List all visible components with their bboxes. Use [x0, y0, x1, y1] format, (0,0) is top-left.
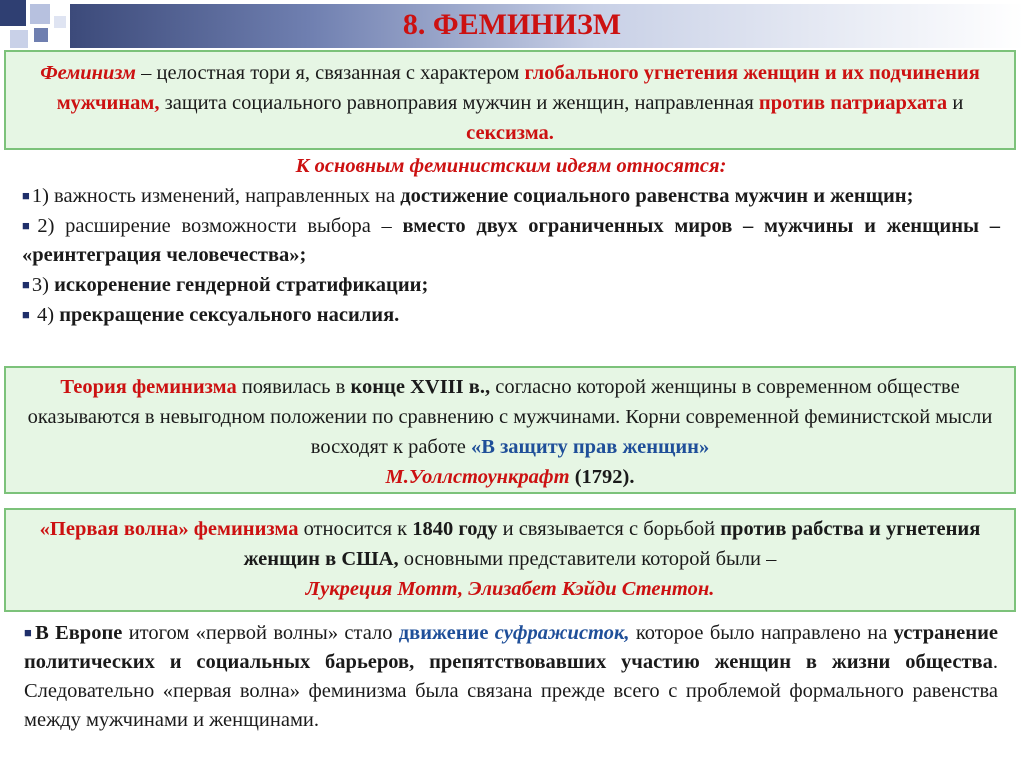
bullet-icon: ■ [22, 218, 36, 233]
definition-term: Феминизм [40, 62, 136, 84]
book-title: «В защиту прав женщин» [471, 436, 710, 458]
list-item: ■2) расширение возможности выбора – вместо двух ограниченных миров – мужчины и женщины – «реинтеграция человечества»; [22, 215, 1000, 266]
definition-box: Феминизм – целостная тори я, связанная с характером глобального угнетения женщин и их подчинения мужчинам, защита социального равноправия мужчин и женщин, направленная против патриархата и сексизма. [4, 50, 1016, 150]
definition-highlight: глобального угнетения женщин и их подчинения мужчинам, [56, 62, 980, 114]
ideas-section [22, 152, 1000, 330]
first-wave-names: Лукреция Мотт, Элизабет Кэйди Стентон. [305, 578, 715, 600]
author-name: М.Уоллстоункрафт [385, 466, 570, 488]
bullet-icon: ■ [22, 277, 30, 292]
list-item: ■3) искоренение гендерной стратификации; [22, 274, 429, 296]
theory-box: Теория феминизма появилась в конце XVIII в., согласно которой женщины в современном обществе оказываются в невыгодном положении по сравнению с мужчинами. Корни современной феминистской мысли восходят к работе «В защиту прав женщин» М.Уоллстоункрафт (1792). [4, 366, 1016, 494]
list-item: ■ 4) прекращение сексуального насилия. [22, 304, 400, 326]
bullet-icon: ■ [22, 307, 30, 322]
europe-paragraph: ■В Европе итогом «первой волны» стало движение суфражисток, которое было направлено на устранение политических и социальных барьеров, препятствовавших участию женщин в жизни общества. Следовательно «первая волна» феминизма была связана прежде всего с проблемой формального равенства между мужчинами и женщинами. [24, 622, 998, 731]
first-wave-box: «Первая волна» феминизма относится к 1840 году и связывается с борьбой против рабства и угнетения женщин в США, основными представители которой были – Лукреция Мотт, Элизабет Кэйди Стентон. [4, 508, 1016, 612]
suffrage-movement: движение [398, 622, 489, 644]
list-item: ■1) важность изменений, направленных на достижение социального равенства мужчин и женщин; [22, 185, 914, 207]
first-wave-highlight: «Первая волна» феминизма [39, 518, 299, 540]
theory-highlight: Теория феминизма [60, 376, 237, 398]
bullet-icon: ■ [22, 188, 30, 203]
page-title: 8. ФЕМИНИЗМ [402, 8, 622, 41]
bullet-icon: ■ [24, 625, 34, 640]
ideas-heading: К основным феминистским идеям относятся: [295, 155, 727, 177]
